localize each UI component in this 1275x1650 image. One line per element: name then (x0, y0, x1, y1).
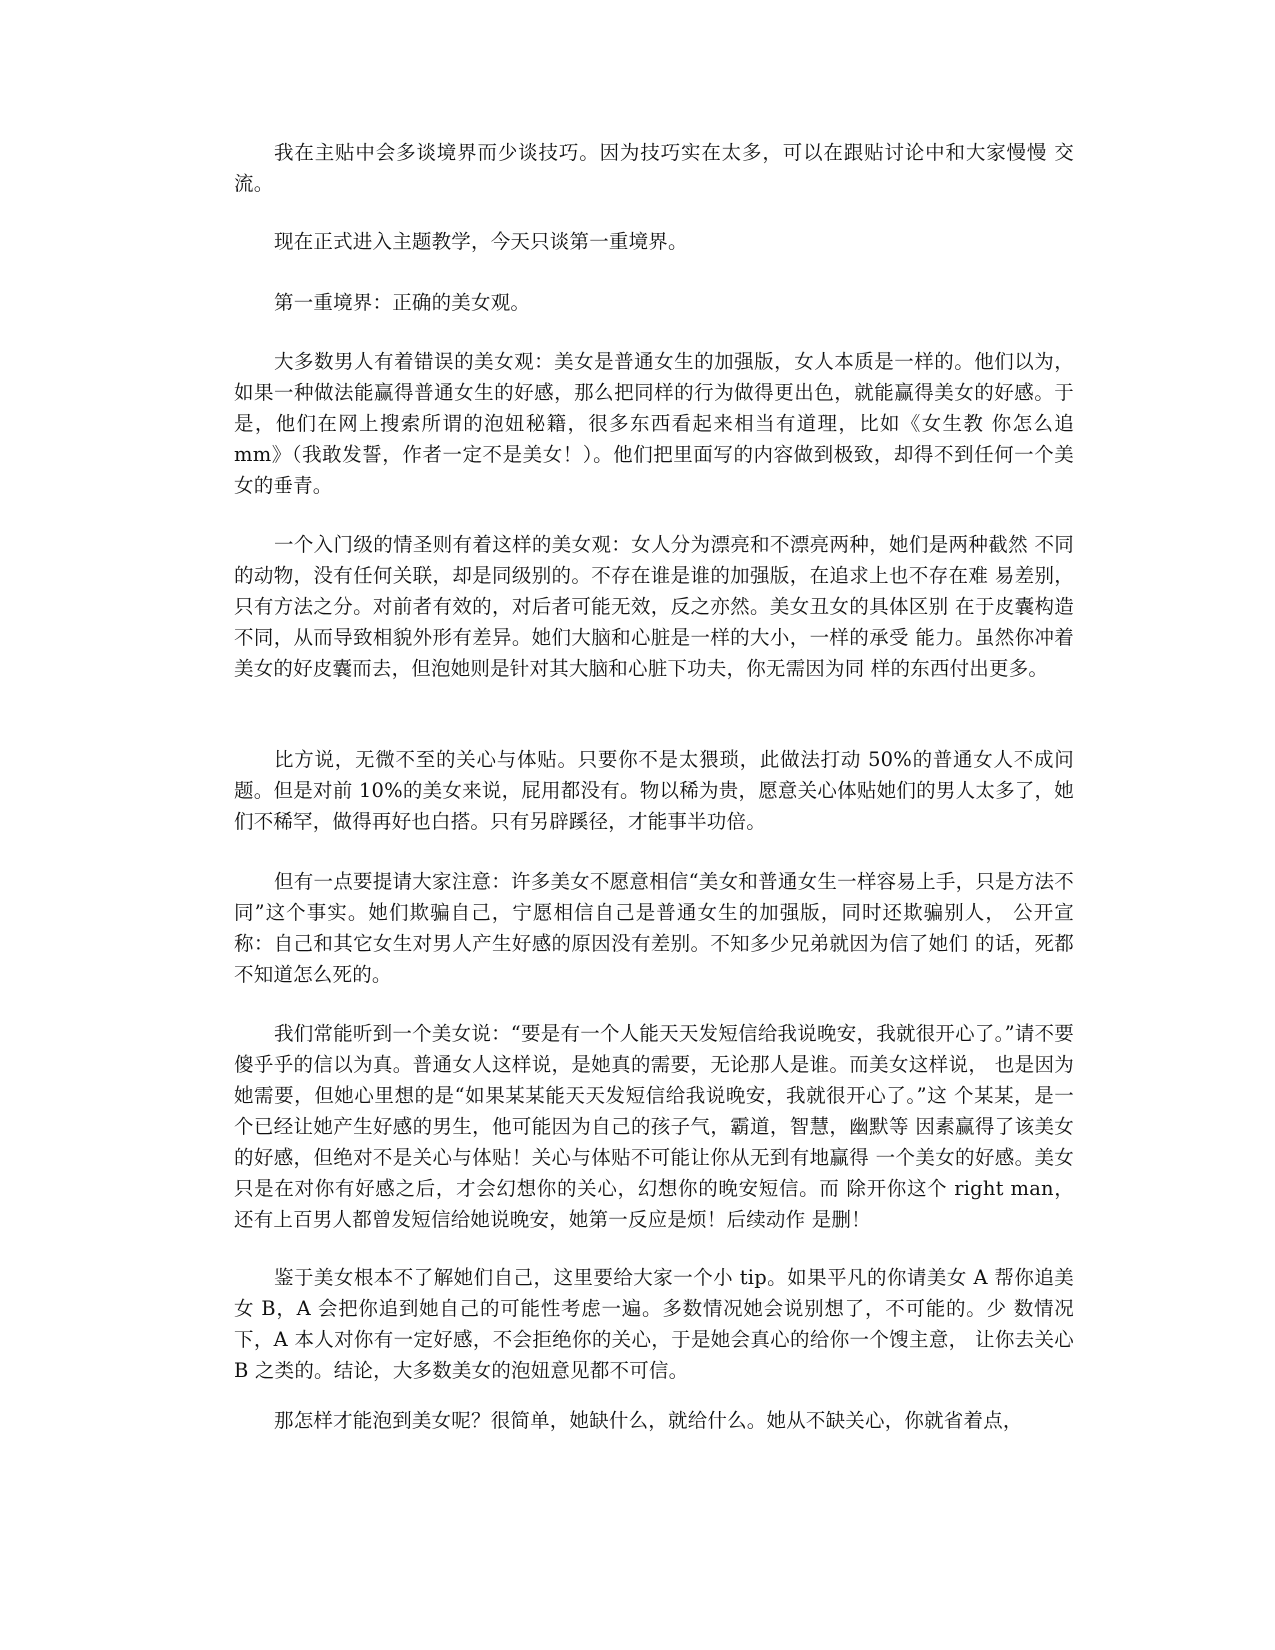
paragraph-9: 鉴于美女根本不了解她们自己，这里要给大家一个小 tip。如果平凡的你请美女 A 帮你追美女 B，A 会把你追到她自己的可能性考虑一遍。多数情况她会说别想了，不可能的。少 数情况下，A 本人对你有一定好感，不会拒绝你的关心，于是她会真心的给你一个馊主意， 让你去关心 B 之类的。结论，大多数美女的泡妞意见都不可信。 (234, 1266, 1074, 1382)
paragraph-6: 比方说，无微不至的关心与体贴。只要你不是太猥琐，此做法打动 50%的普通女人不成问题。但是对前 10%的美女来说，屁用都没有。物以稀为贵，愿意关心体贴她们的男人太多了，她们不稀罕，做得再好也白搭。只有另辟蹊径，才能事半功倍。 (234, 748, 1074, 833)
paragraph-8: 我们常能听到一个美女说：“要是有一个人能天天发短信给我说晚安，我就很开心了。”请不要傻乎乎的信以为真。普通女人这样说，是她真的需要，无论那人是谁。而美女这样说， 也是因为她需要，但她心里想的是“如果某某能天天发短信给我说晚安，我就很开心了。”这 个某某，是一个已经让她产生好感的男生，他可能因为自己的孩子气，霸道，智慧，幽默等 因素赢得了该美女的好感，但绝对不是关心与体贴！关心与体贴不可能让你从无到有地赢得 一个美女的好感。美女只是在对你有好感之后，才会幻想你的关心，幻想你的晚安短信。而 除开你这个 right man，还有上百男人都曾发短信给她说晚安，她第一反应是烦！后续动作 是删！ (234, 1022, 1074, 1231)
paragraph-5: 一个入门级的情圣则有着这样的美女观：女人分为漂亮和不漂亮两种，她们是两种截然 不同的动物，没有任何关联，却是同级别的。不存在谁是谁的加强版，在追求上也不存在难 易差别，只有方法之分。对前者有效的，对后者可能无效，反之亦然。美女丑女的具体区别 在于皮囊构造不同，从而导致相貌外形有差异。她们大脑和心脏是一样的大小，一样的承受 能力。虽然你冲着美女的好皮囊而去，但泡她则是针对其大脑和心脏下功夫，你无需因为同 样的东西付出更多。 (234, 533, 1074, 680)
paragraph-7: 但有一点要提请大家注意：许多美女不愿意相信“美女和普通女生一样容易上手，只是方法不同”这个事实。她们欺骗自己，宁愿相信自己是普通女生的加强版，同时还欺骗别人， 公开宣称：自己和其它女生对男人产生好感的原因没有差别。不知多少兄弟就因为信了她们 的话，死都不知道怎么死的。 (234, 870, 1074, 986)
paragraph-1: 我在主贴中会多谈境界而少谈技巧。因为技巧实在太多，可以在跟贴讨论中和大家慢慢 交流。 (234, 141, 1074, 195)
paragraph-2: 现在正式进入主题教学，今天只谈第一重境界。 (274, 230, 688, 253)
paragraph-4: 大多数男人有着错误的美女观：美女是普通女生的加强版，女人本质是一样的。他们以为，如果一种做法能赢得普通女生的好感，那么把同样的行为做得更出色，就能赢得美女的好感。于是，他们在网上搜索所谓的泡妞秘籍，很多东西看起来相当有道理，比如《女生教 你怎么追 mm》（我敢发誓，作者一定不是美女！）。他们把里面写的内容做到极致，却得不到任何一个美女的垂青。 (234, 350, 1074, 497)
paragraph-3: 第一重境界：正确的美女观。 (274, 291, 531, 314)
paragraph-10: 那怎样才能泡到美女呢？很简单，她缺什么，就给什么。她从不缺关心，你就省着点， (274, 1409, 1023, 1432)
